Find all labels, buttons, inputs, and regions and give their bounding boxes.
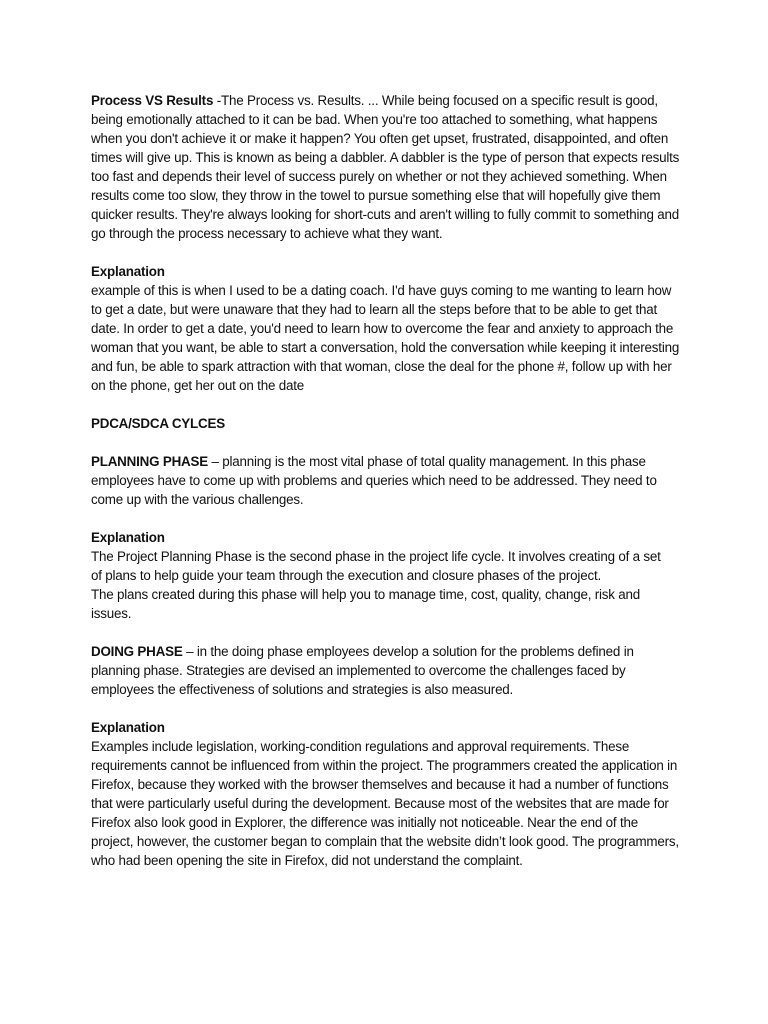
process-paragraph [91,91,683,243]
explanation-body-1: example of this is when I used to be a dating coach. I'd have guys coming to me wanting to learn how to get a date, but were unaware that they had to learn all the steps before that to be able to get that date. In order to get a date, you'd need to learn how to overcome the fear and anxiety to approach the woman that you want, be able to start a conversation, hold the conversation while keeping it interesting and fun, be able to spark attraction with that woman, close the deal for the phone #, follow up with her on the phone, get her out on the date [91,283,680,393]
explanation-line-2a: The Project Planning Phase is the second phase in the project life cycle. It involves creating of a set [91,549,661,564]
process-title: Process VS Results [91,93,214,108]
doing-paragraph [91,642,683,699]
planning-body: – planning is the most vital phase of total quality management. In this phase employees have to come up with problems and queries which need to be addressed. They need to come up with the various challenges. [91,454,657,507]
explanation-label-1: Explanation [91,264,165,279]
explanation-body-3: Examples include legislation, working-condition regulations and approval requirements. These requirements cannot be influenced from within the project. The programmers created the application in Firefox, because they worked with the browser themselves and because it had a number of functions that were particularly useful during the development. Because most of the websites that are made for Firefox also look good in Explorer, the difference was initially not noticeable. Near the end of the project, however, the customer began to complain that the website didn’t look good. The programmers, who had been opening the site in Firefox, did not understand the complaint. [91,739,679,868]
process-body: -The Process vs. Results. ... While being focused on a specific result is good, being emotionally attached to it can be bad. When you're too attached to something, what happens when you don't achieve it or make it happen? You often get upset, frustrated, disappointed, and often times will give up. This is known as being a dabbler. A dabbler is the type of person that expects results too fast and depends their level of success purely on whether or not they achieved something. When results come too slow, they throw in the towel to pursue something else that will hopefully give them quicker results. They're always looking for short-cuts and aren't willing to fully commit to something and go through the process necessary to achieve what they want. [91,93,680,241]
document-body [91,91,683,889]
explanation-paragraph-3 [91,718,683,870]
cycles-heading: PDCA/SDCA CYLCES [91,416,225,431]
planning-label: PLANNING PHASE [91,454,208,469]
explanation-paragraph-2 [91,528,683,623]
planning-paragraph [91,452,683,509]
explanation-line-2c: The plans created during this phase will help you to manage time, cost, quality, change, risk and issues. [91,587,641,621]
explanation-paragraph-1 [91,262,683,395]
doing-label: DOING PHASE [91,644,183,659]
doing-body: – in the doing phase employees develop a solution for the problems defined in planning phase. Strategies are devised an implemented to overcome the challenges faced by employees the effectiveness of solutions and strategies is also measured. [91,644,634,697]
explanation-label-2: Explanation [91,530,165,545]
explanation-line-2b: of plans to help guide your team through the execution and closure phases of the project. [91,568,601,583]
explanation-label-3: Explanation [91,720,165,735]
